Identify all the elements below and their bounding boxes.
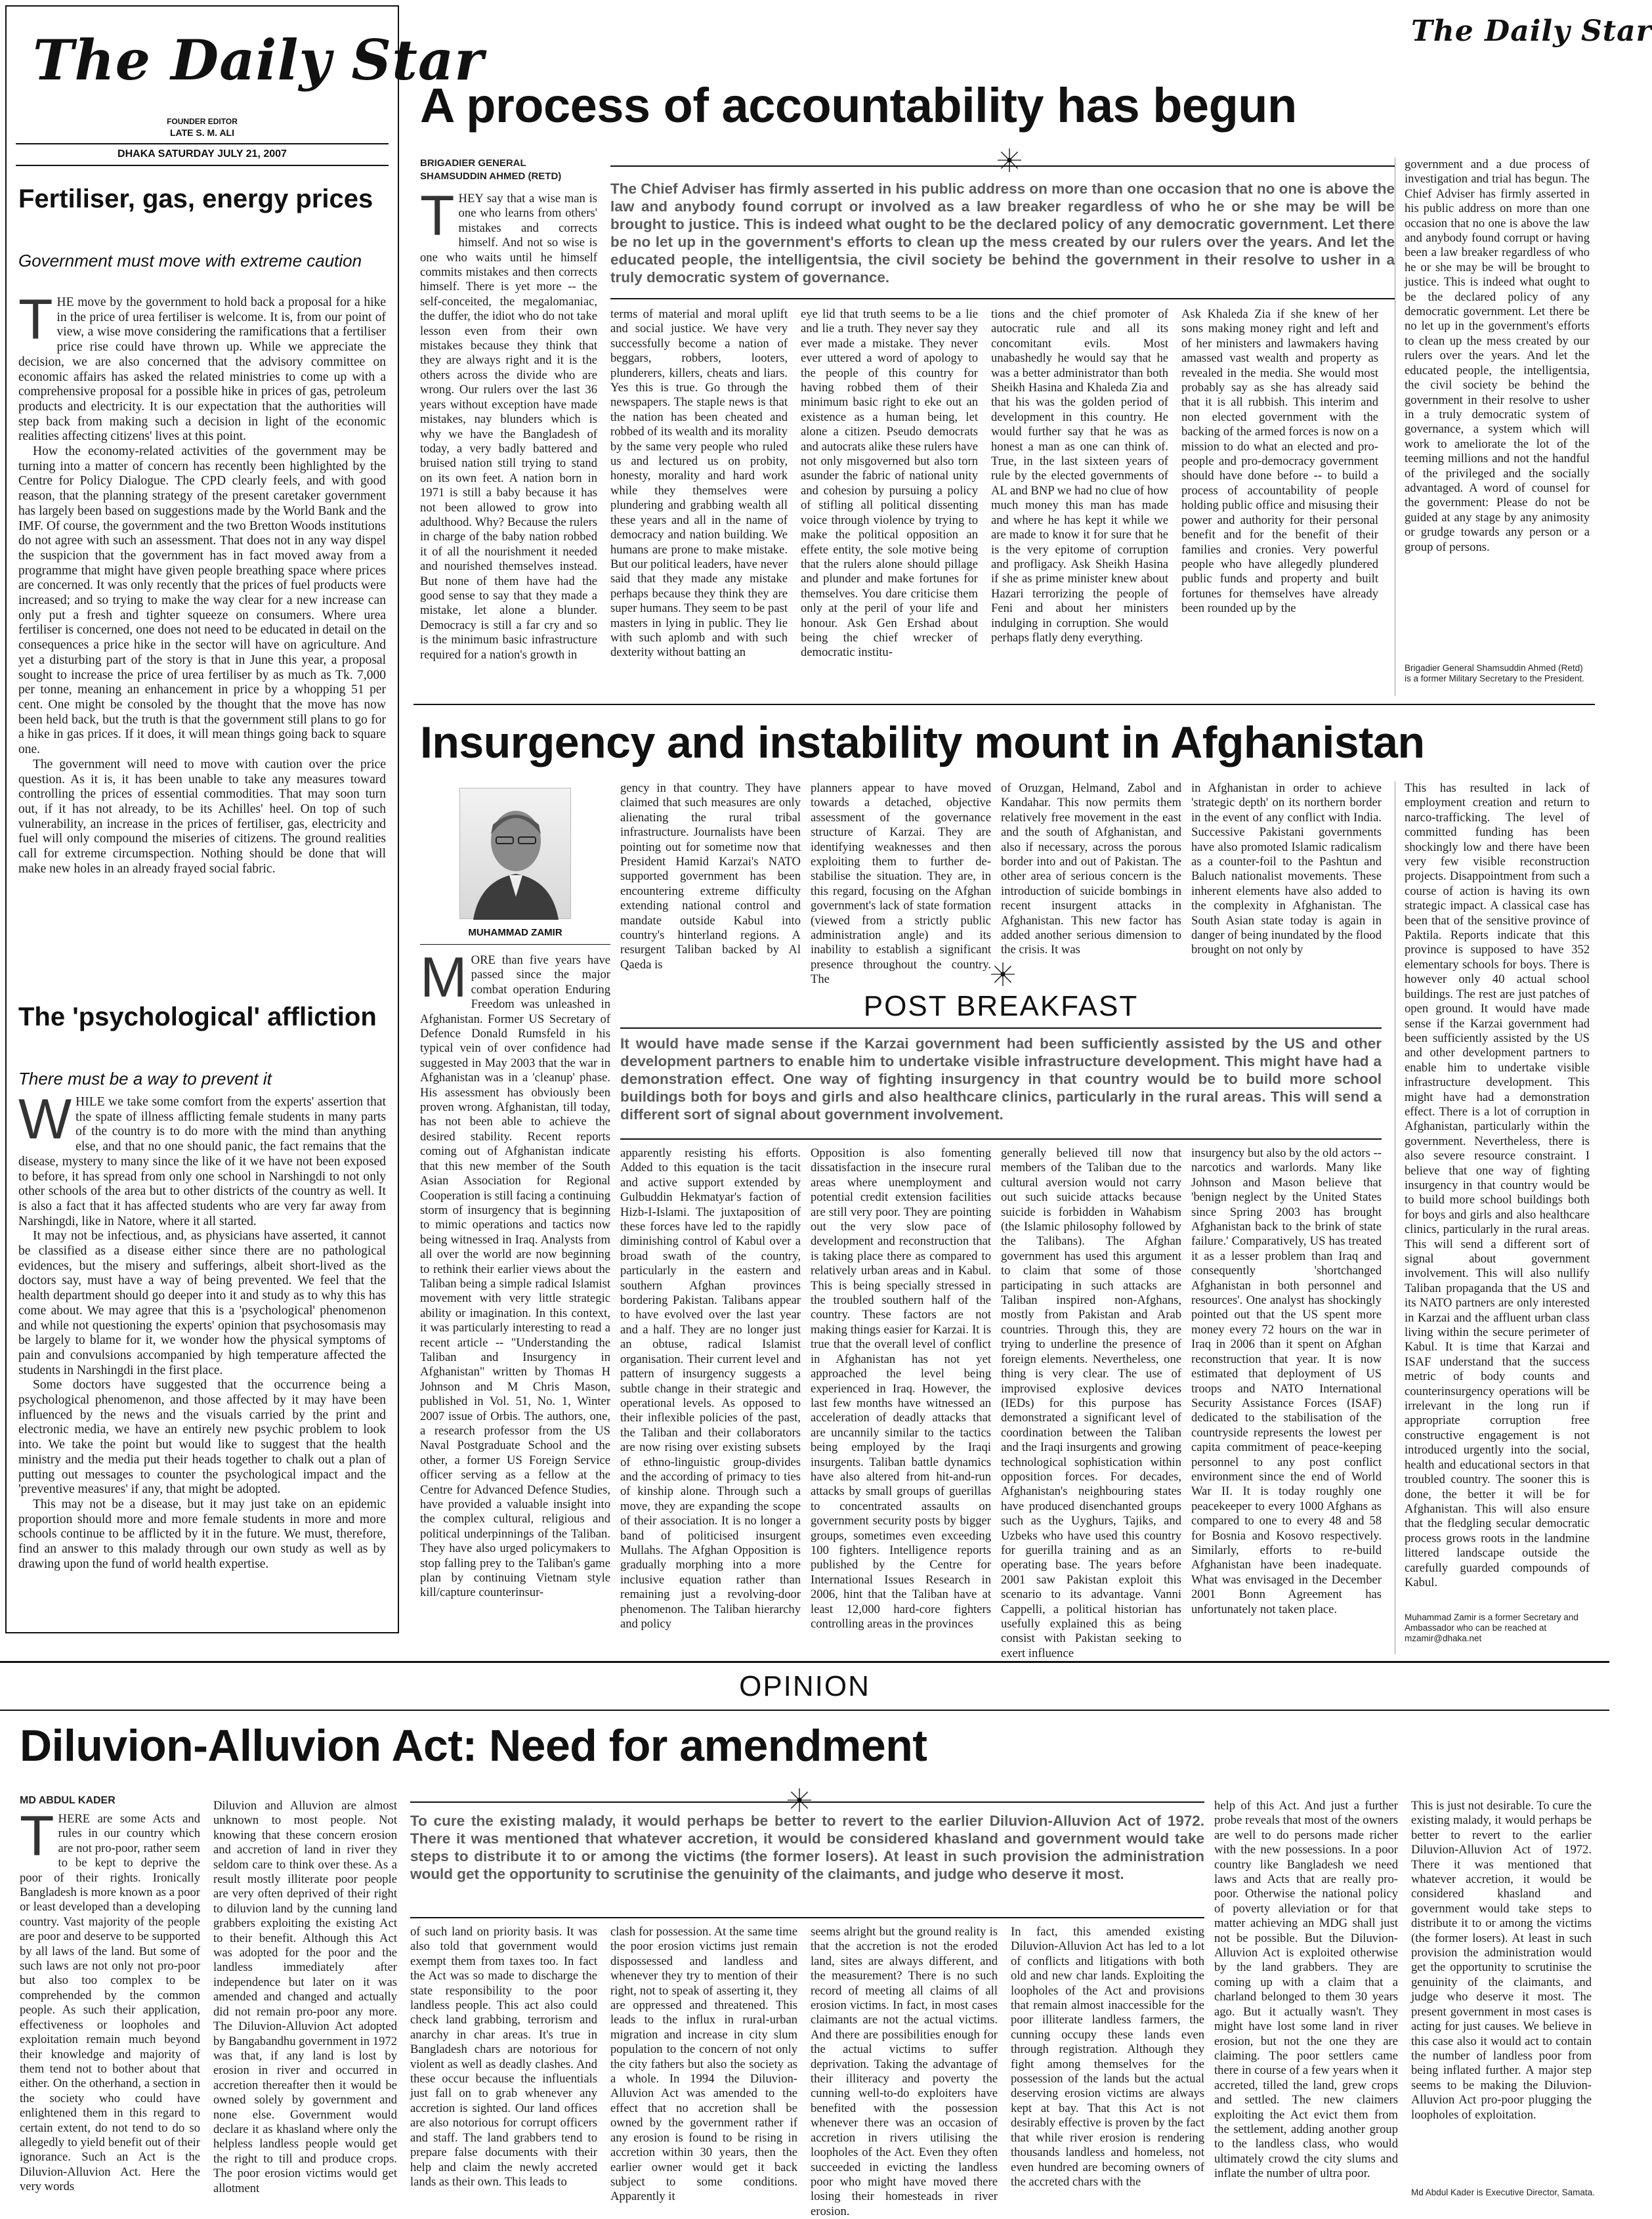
article3-col3: of such land on priority basis. It was also told that government would exempt them from taxes too. In fact the Act was so made to discharge the state responsibility to the poor landless people. This act also could check land grabbing, terrorism and anarchy in char areas. It's true in Bangladesh chars are notorious for violent as well as deadly clashes. And these occur because the influentials just fall on to grab whenever any accretion is sighted. Our land offices are also notorious for corrupt officers and staff. The land grabbers tend to prepare false documents with their help and claim the newly accreted lands as their own. This leads to [410,1925,597,2189]
masthead-left-logo: The Daily Star [33,28,484,93]
editorial1-headline-text: Fertiliser, gas, energy prices [18,184,373,213]
post-breakfast-label: POST BREAKFAST [863,990,1139,1022]
article2-col1: MORE than five years have passed since the major combat operation Enduring Freedom was unleashed in Afghanistan. Former US Secretary of Defence Donald Rumsfeld in his typical vein of over confidence had suggested in May 2003 that the war in Afghanistan was in a 'cleanup' phase. His assessment has obviously been proven wrong. Afghanistan, till today, has not been able to achieve the desired stability. Recent reports coming out of Afghanistan indicate that this new member of the South Asian Association for Regional Cooperation is still facing a continuing storm of insurgency that is beginning to mimic operations and tactics now being witnessed in Iraq. Analysts from all over the world are now beginning to rethink their earlier views about the Taliban being a simple radical Islamist movement with very little strategic ability or imagination. In this context, it was particularly interesting to read a recent article -- "Understanding the Taliban and Insurgency in Afghanistan" written by Thomas H Johnson and M Chris Mason, published in Vol. 51, No. 1, Winter 2007 issue of Orbis. The authors, one, a research professor from the US Naval Postgraduate School and the other, a former US Foreign Service officer serving as a fellow at the Centre for Advanced Defence Studies, have provided a valuable insight into the complex cultural, religious and political underpinnings of the Taliban. They have also urged policymakers to stop falling prey to the Taliban's game plan by continuing Vietnam style kill/capture counterinsur- [420,946,610,1600]
article1-col3: eye lid that truth seems to be a lie and lie a truth. They never say they ever made a mistake. They never ever uttered a word of apology to the people of this country for having robbed them of their minimum basic right to eke out an existence as a human being, let alone a citizen. Pseudo democrats and autocrats alike these rulers have not only misgoverned but also torn asunder the fabric of national unity and cohesion by pursuing a policy of stifling all political dissenting voice through violence by trying to make the political opposition an effete entity, the sole motive being that the rulers alone should pillage and plunder and make fortunes for themselves. You dare criticise them only at the peril of your life and honour. Ask Gen Ershad about being the chief wrecker of democratic institu- [801,307,978,660]
editorial1-paragraph: The government will need to move with caution over the price question. As it is, it has been unable to take any measures toward controlling the prices of essential commodities. That may soon turn out, if it has not already, to be its Achilles' heel. On top of such vulnerability, an increase in the prices of fertiliser, gas, electricity and fuel will only compound the miseries of citizens. The ground realities call for extreme circumspection. Nothing should be done that will make new holes in an already frayed social fabric. [18,757,386,876]
article1-col2: terms of material and moral uplift and social justice. We have very successfully become a nation of beggars, robbers, looters, plunderers, killers, cheats and liars. Yes this is true. Go through the newspapers. The staple news is that the nation has been cheated and robbed of its wealth and its morality by the same very people who ruled us and lectured us on probity, honesty, morality and hard work while they themselves were plundering and grabbing wealth all these years and all in the name of democracy and nation building. We humans are prone to make mistake. But our political leaders, have never said that they made any mistake perhaps because they think they are super humans. They seem to be past masters in lying in public. They lie with such aplomb and with such dexterity without batting an [610,307,788,660]
article2-col3b: Opposition is also fomenting dissatisfaction in the insecure rural areas where unemployment and potential credit extension facilities are still very poor. They are pointing out the very slow pace of development and reconstruction that is taking place there as compared to relatively urban areas and in Kabul. This is being specially stressed in the troubled southern half of the country. These factors are not making things easier for Karzai. It is true that the overall level of conflict in Afghanistan has not yet approached the level being experienced in Iraq. However, the last few months have witnessed an acceleration of deadly attacks that are uncannily similar to the tactics being employed by the Iraqi insurgents. Taliban battle dynamics have also altered from hit-and-run attacks by small groups of guerillas to concentrated assaults on government security posts by bigger groups, sometimes even exceeding 100 fighters. Intelligence reports published by the Centre for International Issues Research in 2006, hint that the Taliban have at least 12,000 hard-core fighters controlling areas in the provinces [811,1146,991,1631]
masthead-divider-2 [16,165,389,166]
article1-byline-rank: BRIGADIER GENERAL [420,158,526,169]
opinion-label: OPINION [739,1670,870,1702]
article2-author: MUHAMMAD ZAMIR [468,927,562,938]
article1-col4: tions and the chief promoter of autocratic rule and all its concomitant evils. Most unabashedly he would say that he was a better administrator than both Sheikh Hasina and Khaleda Zia and that his was the golden period of development in this country. He would further say that he was as honest a man as one can think of. True, in the last sixteen years of rule by the elected governments of AL and BNP we had no clue of how much money this man has made and where he has kept it while we are made to know it for sure that he is the very epitome of corruption and profligacy. Ask Sheikh Hasina if she as prime minister knew about Hazari terrorizing the people of Feni and about her ministers indulging in corruption. She would perhaps flatly deny everything. [991,307,1168,645]
editorial2-paragraph: Some doctors have suggested that the occurrence being a psychological phenomenon, and those affected by it may have been influenced by the news and the visuals carried by the print and electronic media, we have an entirely new psychic problem to look into. We take the point but would like to suggest that the health ministry and the media put their heads together to chalk out a plan of putting out messages to counter the psychological impact and the 'preventive measures' if any, that might be adopted. [18,1378,386,1497]
editorial2-paragraph: It may not be infectious, and, as physicians have asserted, it cannot be classified as a disease either since there are no pathological evidences, but the misery and sufferings, albeit short-lived as the doctors say, must have a way of being prevented. We feel that the health department should go deeper into it and study as to why this has come about. We may agree that this is a 'psychological' phenomenon and while not questioning the experts' opinion that psychosomasis may be largely to blame for it, we wonder how the physical symptoms of pain and convulsions accompanied by high temperature affected the students in Narshingdi in the first place. [18,1229,386,1377]
article1-deck-rule [610,298,1395,299]
dateline: DHAKA SATURDAY JULY 21, 2007 [117,148,287,160]
article2-photo-rule [420,944,610,945]
article3-col8: This is just not desirable. To cure the existing malady, it would perhaps be better to revert to the earlier Diluvion-Alluvion Act of 1972. There it was mentioned that whatever accretion, it would be considered khasland and government would take steps to distribute it to or among the victims (the former losers). At least in such provision the administration would get the opportunity to scrutinise the genuinity of the claimants, and judge who deserve it most. The present government in most cases is acting for just causes. We believe in this case also it would act to contain the number of landless poor from being inflated further. A major step seems to be making the Diluvion-Alluvion Act pro-poor plugging the loopholes of exploitation. [1411,1799,1592,2122]
article2-pullquote: It would have made sense if the Karzai government had been sufficiently assisted by the US and other development partners to enable him to undertake visible infrastructure development. This might have had a demonstration effect. One way of fighting insurgency in that country would be to build more school buildings both for boys and girls and also healthcare clinics, particularly in the rural areas. This will send a different sort of signal about government involvement. [620,1035,1382,1123]
article2-col2b: apparently resisting his efforts. Added to this equation is the tacit and active support extended by Gulbuddin Hekmatyar's faction of Hizb-I-Islami. The juxtaposition of these forces have led to the rapidly diminishing control of Kabul over a broad swath of the country, particularly in the eastern and southern Afghan provinces bordering Pakistan. Talibans appear to have evolved over the last year and a half. They are no longer just an obtuse, radical Islamist organisation. Their current level and pattern of insurgency suggests a subtle change in their strategic and operational levels. As opposed to their inflexible policies of the past, the Taliban and their collaborators are now rising over existing subsets of ethno-linguistic group-divides and the according of primacy to ties of kinship alone. Through such a move, they are expanding the scope of their association. It is no longer a band of politicised insurgent Mullahs. The Afghan Opposition is gradually morphing into a more inclusive equation rather than remaining just a revolving-door phenomenon. The Taliban hierarchy and policy [620,1146,801,1631]
masthead-divider [16,143,389,144]
editorial1-paragraph: How the economy-related activities of the government may be turning into a matter of concern has recently been highlighted by the Centre for Policy Dialogue. The CPD clearly feels, and with good reason, that the planning strategy of the present caretaker government has largely been based on suggestions made by the World Bank and the IMF. Of course, the government and the two Bretton Woods institutions do not agree with such an assessment. That does not in any way dispel the suspicion that the government has in fact moved away from a programme that might have given people breathing space where prices are concerned. It was only recently that the prices of fuel products were increased; and so trying to make the way clear for a new increase can only put a fresh and tighter squeeze on consumers. Where urea fertiliser is concerned, one does not need to be educated in detail on the consequences a price hike in the sector will have on agriculture. And yet a disturbing part of the story is that in June this year, a proposal sought to increase the price of urea fertiliser by as much as Tk. 7,000 per tonne, meaning an enhancement in price by a whopping 51 per cent. One might be consoled by the thought that the move has now been held back, but the truth is that the government still plans to go for a hike in gas prices. If it does, it will mean things going back to square one. [18,444,386,757]
editorial2-paragraph: This may not be a disease, but it may just take on an epidemic proportion should more and more female students in more and more schools continue to be afflicted by it in the future. We must, therefore, find an answer to this malady through our own study as well as by drawing upon the fund of world health expertise. [18,1497,386,1571]
article1-author-bio: Brigadier General Shamsuddin Ahmed (Retd) is a former Military Secretary to the President. [1405,663,1584,683]
article2-col5: in Afghanistan in order to achieve 'strategic depth' on its northern border in the event of any conflict with India. Successive Pakistani governments have also promoted Islamic radicalism as a counter-foil to the Pashtun and Baluch nationalist movements. These inherent elements have also added to the complexity in Afghanistan. The South Asian state today is again in danger of being inundated by the flood brought on not only by [1191,781,1382,957]
portrait-icon [460,788,572,920]
editorial1-subhead: Government must move with extreme caution [18,251,362,270]
article3-author-bio: Md Abdul Kader is Executive Director, Samata. [1411,2187,1595,2197]
article2-col4b: generally believed till now that members of the Taliban due to the cultural aversion would not carry out such suicide attacks because suicide is forbidden in Wahabism (the Islamic philosophy followed by the Talibans). The Afghan government has used this argument to claim that some of those participating in such attacks are Taliban inspired non-Afghans, mostly from Pakistan and Arab countries. Through this, they are trying to underline the presence of foreign elements. Nevertheless, one thing is very clear. The use of improvised explosive devices (IEDs) for this purpose has demonstrated a significant level of coordination between the Taliban and the Iraqi insurgents and growing technological sophistication within opposition forces. For decades, Afghanistan's neighbouring states have produced disenchanted groups such as the Uyghurs, Tajiks, and Uzbeks who have used this country for guerilla training and as an operating base. The years before 2001 saw Pakistan exploit this scenario to its advantage. Vanni Cappelli, a political historian has usefully explained this as being consist with Pakistan seeking to exert influence [1001,1146,1181,1660]
editorial2-subhead: There must be a way to prevent it [18,1069,272,1088]
star-ornament-icon [991,962,1015,986]
article3-col4: clash for possession. At the same time the poor erosion victims just remain dispossessed and landless and whenever they try to mention of their right, not to speak of asserting it, they are oppressed and threatened. This leads to the influx in rural-urban migration and increase in city slum population to the concern of not only the city fathers but also the society as a whole. In 1994 the Diluvion-Alluvion Act was amended to the effect that no accretion shall be owned by the government rather if any erosion is found to be rising in accretion within 30 years, then the earlier owner would get it back subject to some conditions. Apparently it [610,1925,797,2204]
masthead-right-logo: The Daily Star [1411,14,1652,48]
article3-col1: THERE are some Acts and rules in our country which are not pro-poor, rather seem to be kept to deprive the poor of their rights. Ironically Bangladesh is more known as a poor or least developed than a developing country. Vast majority of the people are poor and deserve to be supported by all laws of the land. But some of such laws are not only not pro-poor but also too complex to be comprehended by the common people. As such their application, effectiveness or loopholes and exploitation remain much beyond their knowledge and majority of them tend not to bother about that either. On the otherhand, a section in the society who could have enlightened them in this regard to certain extent, do not tend to do so allegedly to yield benefit out of their ignorance. Such an Act is the Diluvion-Alluvion Act. Here the very words [20,1805,200,2194]
editorial1-paragraph: THE move by the government to hold back a proposal for a hike in the price of urea fertiliser is welcome. It is, from our point of view, a wise move considering the ramifications that a fertiliser price rise could have thrown up. While we appreciate the decision, we are also concerned that the advisory committee on economic affairs has asked the related ministries to come up with a comprehensive proposal for a possible hike in prices of gas, petroleum products and electricity. It is our expectation that the authorities will step back from making such a decision in light of the economic realities affecting citizens' lives at this point. [18,288,386,444]
article2-col6: This has resulted in lack of employment creation and return to narco-trafficking. The level of committed funding has been shockingly low and there have been very few visible reconstruction projects. Disappointment from such a course of action is having its own strategic impact. A classical case has been that of the sensitive province of Paktila. Reports indicate that this province is supposed to have 352 elementary schools for boys. There is however only 40 actual school buildings. The rest are just patches of open ground. It would have made sense if the Karzai government had been sufficiently assisted by the US and other development partners to enable him to undertake visible infrastructure development. This might have had a demonstration effect. There is a lot of corruption in Afghanistan, particularly within the government. Nevertheless, there is also severe resource constraint. I believe that one way of fighting insurgency in that country would be to build more school buildings both for boys and girls and also healthcare clinics, particularly in the rural areas. This will send a different sort of signal about government involvement. This will also nullify Taliban propaganda that the US and its NATO partners are only interested in Karzai and the affluent urban class living within the secure perimeter of Kabul. It is time that Karzai and ISAF understand that the success metric of body counts and counterinsurgency operations will be irrelevant in the long run if appropriate corruption free constructive engagement is not introduced urgently into the social, health and educational sectors in that troubled country. The sooner this is done, the better it will be for Afghanistan. This will also ensure that the fledgling secular democratic process grows roots in the landmine littered landscape outside the carefully guarded compounds of Kabul. [1405,781,1590,1589]
article2-deck-rule [620,1138,1382,1140]
article3-col7: help of this Act. And just a further probe reveals that most of the owners are well to do persons made richer with the new possessions. In a poor country like Bangladesh we need laws and Acts that are really pro-poor. Otherwise the national policy of poverty alleviation or for that matter achieving an MDG shall just not be possible. But the Diluvion-Alluvion Act is exploited otherwise by the land grabbers. They are coming up with a claim that a charland belonged to them 30 years ago. But it actually wasn't. They might have lost some land in river erosion, but not the one they are claiming. The poor settlers came there in course of a few years when it accreted, tilled the land, grew crops and settled. The new claimers exploiting the Act evict them from the settlement, adding another group to the landless class, who would ultimately crowd the city slums and inflate the number of ultra poor. [1214,1799,1398,2181]
editorial2-headline-text: The 'psychological' affliction [18,1002,377,1031]
article3-headline: Diluvion-Alluvion Act: Need for amendment [20,1721,927,1771]
article3-deck-rule [410,1917,1204,1918]
article1-col6: government and a due process of investigation and trial has begun. The Chief Adviser has firmly asserted in his public address on more than one occasion that no one is above the law and anybody found corrupt or having been a law breaker regardless of who he or she may be will be brought to justice. This is indeed what ought to be the declared policy of any democratic government. Let there be no let up in the government's efforts to clean up the mess created by our rulers over the years. And let the educated people, the intelligentsia, the civil society be behind the government in their resolve to usher in a truly democratic system of governance, a system which will work to ameliorate the lot of the teeming millions and not the handful of the privileged and the socially advantaged. A word of counsel for the government: Please do not be guided at any stage by any animosity or grudge towards any person or a group of persons. [1405,158,1590,554]
article2-label-rule [620,1027,1382,1029]
article1-col1: THEY say that a wise man is one who learns from others' mistakes and corrects himself. And not so wise is one who waits until he himself commits mistakes and then corrects himself. There is yet more -- the self-conceited, the megalomaniac, the duffer, the idiot who do not take lesson even from their own mistakes because they think that they are always right and it is the others across the divide who are wrong. Our rulers over the last 36 years without exception have made mistakes, nay blunders which is why we have the Bangladesh of today, a very badly battered and bruised nation still trying to stand on its own feet. A nation born in 1971 is still a baby because it has not been allowed to grow into adulthood. Why? Because the rulers in charge of the baby nation robbed it of all the nourishment it needed and nourished themselves instead. But none of them have had the good sense to say that they made a mistake, let alone a blunder. Democracy is still a far cry and so is the minimum basic infrastructure required for a nation's growth in [420,184,597,662]
editorial2-body [18,1088,386,1620]
opinion-top-rule [0,1661,1609,1663]
star-ornament-icon [998,148,1021,172]
editorial2-headline [18,1002,386,1032]
article2-headline: Insurgency and instability mount in Afghanistan [420,718,1425,767]
author-photo [459,788,571,919]
article2-col3: planners appear to have moved towards a detached, objective assessment of the governance structure of Karzai. They are identifying weaknesses and then exploiting them to further de-stabilise the situation. They are, in this regard, focusing on the Afghan government's lack of state formation (viewed from a strictly public administration angle) and its inability to establish a significant presence throughout the country. The [811,781,991,987]
article1-bottom-rule [413,704,1595,705]
editorial1-body [18,288,386,998]
opinion-label-rule [0,1710,1609,1711]
article2-col4: of Oruzgan, Helmand, Zabol and Kandahar. This now permits them relatively free movement in the east and the south of Afghanistan, and also if necessary, across the porous border into and out of Pakistan. The other area of serious concern is the introduction of suicide bombings in recent insurgent attacks in Afghanistan. This new factor has added another serious dimension to the crisis. It was [1001,781,1181,957]
article3-col5: seems alright but the ground reality is that the accretion is not the eroded land, sites are always different, and the measurement? There is no such record of meeting all claims of all erosion victims. In fact, in most cases claimants are not the actual victims. And there are possibilities enough for the actual victims to suffer deprivation. Taking the advantage of their illiteracy and poverty the cunning well-to-do exploiters have benefited with the possession whenever there was an occasion of accretion in rivers utilising the loopholes of the Act. Even they often succeeded in evicting the landless poor who might have moved there losing their homesteads in river erosion. [811,1925,998,2218]
article2-col2: gency in that country. They have claimed that such measures are only alienating the rural tribal infrastructure. Journalists have been pointing out for sometime now that President Hamid Karzai's NATO supported government has been encountering extreme difficulty extending national control and mandate outside Kabul into country's hinterland regions. A resurgent Taliban backed by Al Qaeda is [620,781,801,972]
star-ornament-icon [788,1788,811,1812]
article3-top-rule [410,1801,1204,1803]
article1-col5: Ask Khaleda Zia if she knew of her sons making money right and left and of her ministers and lawmakers having amassed vast wealth and property as revealed in the media. She would most probably say as she has already said that it is all rubbish. This interim and non elected government with the backing of the armed forces is now on a mission to do what an elected and pro-people and pro-democracy government should have done before -- to build a process of accountability of people holding public office and misusing their power and authority for their personal benefit and for the benefit of their families and cronies. Very powerful people who have allegedly plundered public funds and property and built fortunes for themselves have already been rounded up by the [1181,307,1378,616]
article1-byline-name: SHAMSUDDIN AHMED (RETD) [420,171,562,182]
article2-col5b: insurgency but also by the old actors -- narcotics and warlords. Many like Johnson and Mason believe that 'benign neglect by the United States since Spring 2003 has brought Afghanistan back to the brink of state failure.' Comparatively, US has treated it as a lesser problem than Iraq and consequently 'shortchanged Afghanistan in both personnel and resources'. One analyst has shockingly pointed out that the US spent more money every 72 hours on the war in Iraq in 2006 than it spent on Afghan reconstruction that year. It is now estimated that deployment of US troops and NATO International Security Assistance Forces (ISAF) dedicated to the stabilisation of the countryside represents the lowest per capita commitment of peace-keeping personnel to any post conflict environment since the end of World War II. It is today roughly one peacekeeper to every 1000 Afghans as compared to one to every 48 and 58 for Bosnia and Kosovo respectively. Similarly, efforts to re-build Afghanistan have been inadequate. What was envisaged in the December 2001 Bonn Agreement has unfortunately not taken place. [1191,1146,1382,1616]
article3-col2: Diluvion and Alluvion are almost unknown to most people. Not knowing that these concern erosion and accretion of land in river they seldom care to think over these. As a result mostly illiterate poor people are very often deprived of their right to diluvion land by the cunning land grabbers exploiting the existing Act to their benefit. Although this Act was adopted for the poor and the landless immediately after independence but later on it was amended and changed and actually did not remain pro-poor any more. The Diluvion-Alluvion Act adopted by Bangabandhu government in 1972 was that, if any land is lost by erosion in river and occurred in accretion thereafter then it would be owned solely by government and none else. Government would declare it as khasland where only the helpless landless people would get the right to till and produce crops. The poor erosion victims would get allotment [213,1799,397,2195]
editorial2-paragraph: WHILE we take some comfort from the experts' assertion that the spate of illness afflicting female students in many parts of the country is to do more with the mind than anything else, and that no one should panic, the fact remains that the disease, mystery to many since the like of it we have not been exposed to before, it has spread from only one school in Narshingdi to not only other schools of the area but to other districts of the country as well. It is also a fact that it has affected students who are very far away from Narshingdi, like in Natore, where it all started. [18,1088,386,1228]
article3-col6: In fact, this amended existing Diluvion-Alluvion Act has led to a lot of conflicts and litigations with both old and new char lands. Exploiting the loopholes of the Act and provisions that remain almost inaccessible for the poor illiterate landless farmers, the cunning occupy these lands even through registration. Although they fight among themselves for the possession of the lands but the actual deserving erosion victims are always kept at bay. That this Act is not desirably effective is proven by the fact that while river erosion is rendering thousands landless and homeless, not even hundred are becoming owners of the accreted chars with the [1011,1925,1204,2189]
article3-pullquote: To cure the existing malady, it would perhaps be better to revert to the earlier Diluvion-Alluvion Act of 1972. There it was mentioned that whatever accretion, it would be considered khasland and government would take steps to distribute it to or among the victims (the former losers). At least in such provision the administration would get the opportunity to scrutinise the genuinity of the claimants, and judge who deserve it most. [410,1813,1204,1882]
article1-pullquote: The Chief Adviser has firmly asserted in his public address on more than one occasion that no one is above the law and anybody found corrupt or involved as a law breaker regardless of who he or she may be will be brought to justice. This is indeed what ought to be the declared policy of any democratic government. Let there be no let up in the government's efforts to clean up the mess created by our rulers over the years. And let the educated people, the intelligentsia, the civil society be behind the government in their resolve to usher in a truly democratic system of governance. [610,181,1395,286]
founder-label: FOUNDER EDITOR [167,117,238,126]
founder-name: LATE S. M. ALI [170,127,234,138]
article2-author-bio: Muhammad Zamir is a former Secretary and Ambassador who can be reached at mzamir@dhaka.net [1405,1612,1578,1643]
article1-headline: A process of accountability has begun [420,78,1297,133]
editorial1-headline [18,184,386,214]
article3-byline: MD ABDUL KADER [20,1795,116,1806]
